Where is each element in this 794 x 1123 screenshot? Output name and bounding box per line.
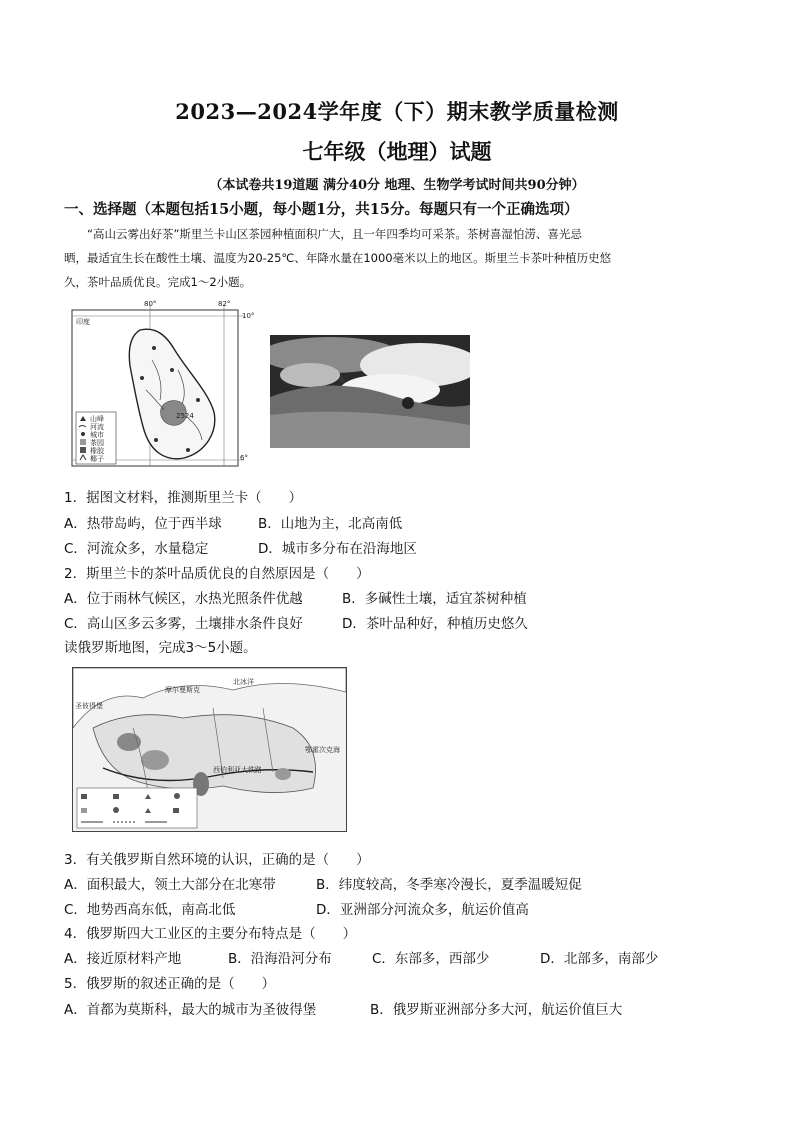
label-arctic: 北冰洋 [233, 678, 254, 686]
tea-hill-photo [270, 335, 470, 448]
legend-rubber: 橡胶 [90, 447, 104, 455]
q2-option-a[interactable]: A．位于雨林气候区，水热光照条件优越 [64, 591, 303, 607]
q3-option-a[interactable]: A．面积最大，领土大部分在北寒带 [64, 877, 276, 893]
sri-lanka-map [68, 300, 256, 478]
passage-1-line-1: “高山云雾出好茶”斯里兰卡山区茶园种植面积广大，且一年四季均可采茶。茶树喜湿怕涝、喜光忌 [87, 227, 582, 241]
q1-option-b[interactable]: B．山地为主，北高南低 [258, 516, 403, 532]
q2-option-b[interactable]: B．多碱性土壤，适宜茶树种植 [342, 591, 527, 607]
question-5-stem: 5．俄罗斯的叙述正确的是（ ） [64, 976, 276, 992]
q2-option-c[interactable]: C．高山区多云多雾，土壤排水条件良好 [64, 616, 303, 632]
q4-option-d[interactable]: D．北部多，南部少 [540, 951, 659, 967]
passage-1-line-3: 久，茶叶品质优良。完成1～2小题。 [64, 275, 252, 289]
section-heading: 一、选择题（本题包括15小题，每小题1分，共15分。每题只有一个正确选项） [64, 201, 579, 218]
lat-label-2: 6° [240, 454, 248, 462]
passage-1 [64, 222, 724, 294]
q4-option-c[interactable]: C．东部多，西部少 [372, 951, 490, 967]
passage-2: 读俄罗斯地图，完成3～5小题。 [64, 640, 257, 656]
legend-city: 城市 [90, 431, 104, 439]
lon-label-2: 82° [218, 300, 231, 308]
question-1-stem: 1．据图文材料，推测斯里兰卡（ ） [64, 490, 303, 506]
q3-option-d[interactable]: D．亚洲部分河流众多，航运价值高 [316, 902, 529, 918]
peak-label: 2524 [176, 412, 194, 420]
legend-tea: 茶园 [90, 439, 104, 447]
q5-option-b[interactable]: B．俄罗斯亚洲部分多大河，航运价值巨大 [370, 1002, 623, 1018]
q3-option-b[interactable]: B．纬度较高，冬季寒冷漫长，夏季温暖短促 [316, 877, 582, 893]
label-stpetersburg: 圣彼得堡 [75, 702, 103, 710]
exam-subtitle: 七年级（地理）试题 [302, 139, 492, 164]
question-4-stem: 4．俄罗斯四大工业区的主要分布特点是（ ） [64, 926, 357, 942]
russia-map [72, 667, 347, 832]
lat-label-1: 10° [242, 312, 255, 320]
passage-1-line-2: 晒，最适宜生长在酸性土壤、温度为20-25℃、年降水量在1000毫米以上的地区。斯里兰卡茶叶种植历史悠 [64, 251, 612, 265]
question-3-stem: 3．有关俄罗斯自然环境的认识，正确的是（ ） [64, 852, 370, 868]
label-railway: 西伯利亚大铁路 [213, 766, 262, 774]
q4-option-a[interactable]: A．接近原材料产地 [64, 951, 182, 967]
label-okhotsk: 鄂霍次克海 [305, 746, 340, 754]
q2-option-d[interactable]: D．茶叶品种好，种植历史悠久 [342, 616, 528, 632]
q5-option-a[interactable]: A．首都为莫斯科，最大的城市为圣彼得堡 [64, 1002, 317, 1018]
lon-label-1: 80° [144, 300, 157, 308]
q4-option-b[interactable]: B．沿海沿河分布 [228, 951, 332, 967]
q1-option-d[interactable]: D．城市多分布在沿海地区 [258, 541, 417, 557]
legend-peak: 山峰 [90, 415, 104, 423]
question-2-stem: 2．斯里兰卡的茶叶品质优良的自然原因是（ ） [64, 566, 370, 582]
q1-option-a[interactable]: A．热带岛屿，位于西半球 [64, 516, 222, 532]
legend-coconut: 椰子 [90, 455, 104, 463]
india-label: 印度 [76, 318, 90, 326]
legend-river: 河流 [90, 423, 104, 431]
exam-note: （本试卷共19道题 满分40分 地理、生物学考试时间共90分钟） [209, 178, 585, 193]
exam-title: 2023—2024学年度（下）期末教学质量检测 [175, 99, 619, 124]
q1-option-c[interactable]: C．河流众多，水量稳定 [64, 541, 209, 557]
q3-option-c[interactable]: C．地势西高东低，南高北低 [64, 902, 236, 918]
label-murmansk: 摩尔曼斯克 [165, 686, 200, 694]
